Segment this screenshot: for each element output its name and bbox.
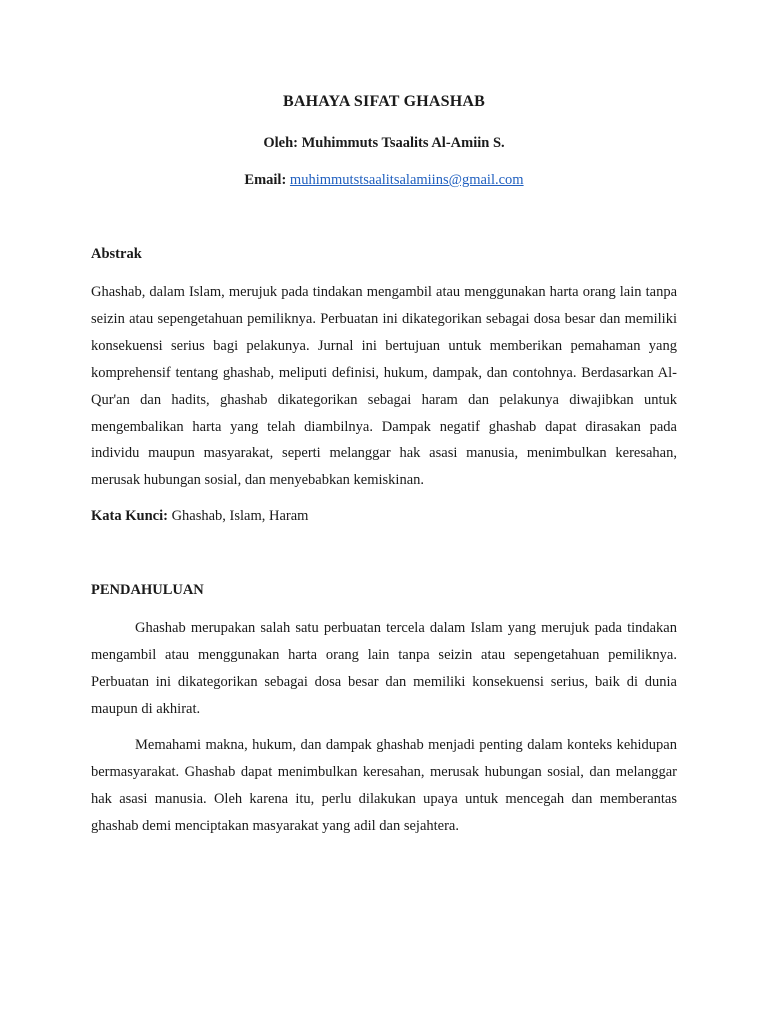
keywords-label: Kata Kunci: bbox=[91, 508, 168, 524]
abstract-paragraph: Ghashab, dalam Islam, merujuk pada tindakan mengambil atau menggunakan harta orang lain tanpa seizin atau sepengetahuan pemiliknya. Perbuatan ini dikategorikan sebagai dosa besar dan memiliki konsekuensi serius bagi pelakunya. Jurnal ini bertujuan untuk memberikan pemahaman yang komprehensif tentang ghashab, meliputi definisi, hukum, dampak, dan contohnya. Berdasarkan Al-Qur'an dan hadits, ghashab dikategorikan sebagai haram dan pelakunya diwajibkan untuk mengembalikan harta yang telah diambilnya. Dampak negatif ghashab dapat dirasakan pada individu maupun masyarakat, seperti melanggar hak asasi manusia, menimbulkan keresahan, merusak hubungan sosial, dan menyebabkan kemiskinan. bbox=[91, 284, 677, 489]
abstract-heading: Abstrak bbox=[91, 246, 142, 262]
keywords-line bbox=[91, 508, 308, 525]
email-label: Email: bbox=[244, 172, 287, 188]
email-line bbox=[0, 172, 768, 189]
introduction-paragraph-2: Memahami makna, hukum, dan dampak ghashab menjadi penting dalam konteks kehidupan bermasyarakat. Ghashab dapat menimbulkan keresahan, merusak hubungan sosial, dan melanggar hak asasi manusia. Oleh karena itu, perlu dilakukan upaya untuk mencegah dan memberantas ghashab demi menciptakan masyarakat yang adil dan sejahtera. bbox=[91, 737, 677, 834]
email-link[interactable]: muhimmutstsaalitsalamiins@gmail.com bbox=[289, 172, 524, 188]
keywords-value: Ghashab, Islam, Haram bbox=[171, 508, 309, 524]
introduction-paragraph-1: Ghashab merupakan salah satu perbuatan tercela dalam Islam yang merujuk pada tindakan mengambil atau menggunakan harta orang lain tanpa seizin atau sepengetahuan pemiliknya. Perbuatan ini dikategorikan sebagai dosa besar dan memiliki konsekuensi serius, baik di dunia maupun di akhirat. bbox=[91, 620, 677, 717]
introduction-heading: PENDAHULUAN bbox=[91, 582, 204, 598]
author-line: Oleh: Muhimmuts Tsaalits Al-Amiin S. bbox=[263, 135, 505, 151]
document-title: BAHAYA SIFAT GHASHAB bbox=[283, 93, 485, 110]
